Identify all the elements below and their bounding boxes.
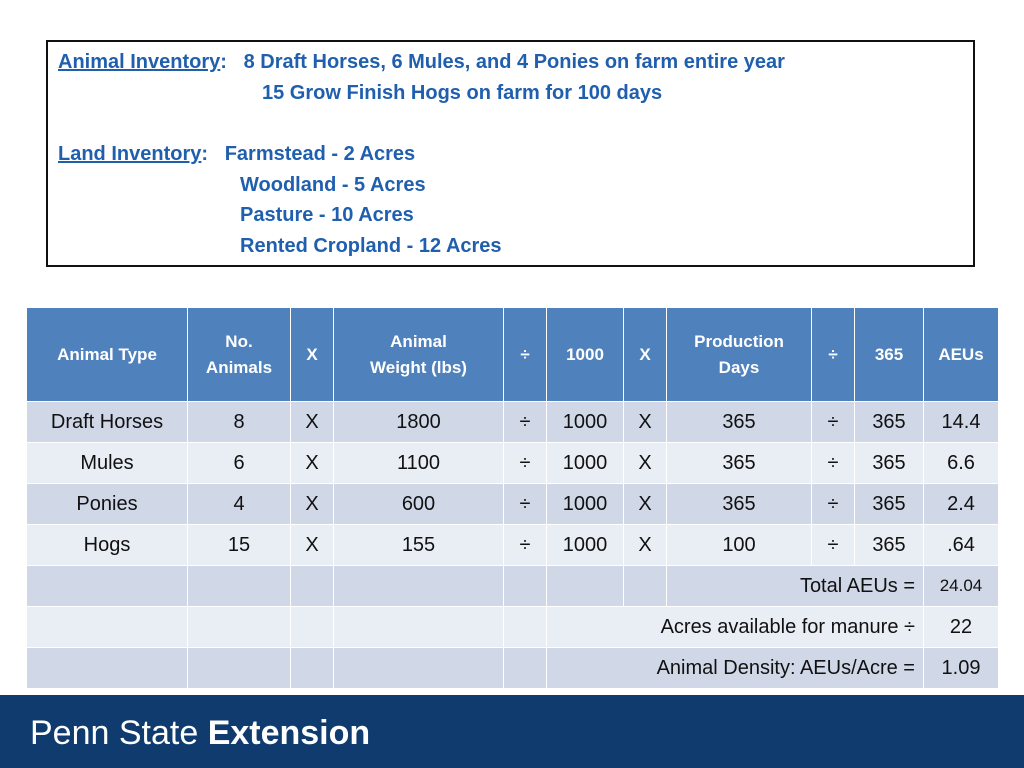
cell-weight: 1800 [334,402,504,443]
cell-thousand: 1000 [547,525,624,566]
empty-cell [504,607,547,648]
cell-multiply: X [624,402,667,443]
animal-inventory-label: Animal Inventory [58,51,221,73]
empty-cell [334,648,504,689]
header-animal-type: Animal Type [27,308,188,402]
cell-multiply: X [624,443,667,484]
cell-weight: 155 [334,525,504,566]
empty-cell [291,566,334,607]
cell-divide: ÷ [504,402,547,443]
cell-multiply: X [624,525,667,566]
cell-year: 365 [855,525,924,566]
total-aeus-value: 24.04 [924,566,999,607]
header-weight-line2: Weight (lbs) [370,357,467,377]
cell-divide: ÷ [504,525,547,566]
penn-state-extension-logo [30,713,370,753]
total-row [27,566,999,607]
cell-year: 365 [855,484,924,525]
cell-animal-type: Mules [27,443,188,484]
acres-row [27,607,999,648]
acres-available-label: Acres available for manure ÷ [547,607,924,648]
aeu-table [26,307,999,689]
cell-weight: 1100 [334,443,504,484]
animal-density-label: Animal Density: AEUs/Acre = [547,648,924,689]
land-inventory-colon: : [201,143,209,165]
table-row [27,402,999,443]
cell-thousand: 1000 [547,402,624,443]
empty-cell [624,566,667,607]
cell-count: 8 [188,402,291,443]
cell-divide: ÷ [504,484,547,525]
cell-divide: ÷ [504,443,547,484]
table-row [27,443,999,484]
cell-days: 365 [667,402,812,443]
empty-cell [504,566,547,607]
animal-inventory-text-1: 8 Draft Horses, 6 Mules, and 4 Ponies on farm entire year [243,51,785,73]
table-row [27,484,999,525]
total-aeus-label: Total AEUs = [667,566,924,607]
animal-inventory-line-2: 15 Grow Finish Hogs on farm for 100 days [262,82,663,104]
header-divide-1: ÷ [504,308,547,402]
header-multiply-2: X [624,308,667,402]
cell-divide: ÷ [812,402,855,443]
header-multiply-1: X [291,308,334,402]
cell-animal-type: Ponies [27,484,188,525]
cell-aeu: .64 [924,525,999,566]
land-item-farmstead: Farmstead - 2 Acres [224,143,416,165]
empty-cell [291,648,334,689]
empty-cell [334,607,504,648]
header-prod-line1: Production [694,331,784,351]
cell-count: 15 [188,525,291,566]
land-inventory-line-1 [58,142,415,166]
header-no-animals-line2: Animals [205,357,273,377]
empty-cell [27,607,188,648]
cell-multiply: X [291,402,334,443]
empty-cell [291,607,334,648]
empty-cell [547,566,624,607]
brand-extension: Extension [207,714,371,752]
empty-cell [27,648,188,689]
cell-aeu: 6.6 [924,443,999,484]
empty-cell [188,607,291,648]
empty-cell [188,566,291,607]
cell-divide: ÷ [812,484,855,525]
cell-aeu: 14.4 [924,402,999,443]
header-no-animals-line1: No. [225,331,253,351]
cell-multiply: X [624,484,667,525]
header-no-animals [188,308,291,402]
table-header-row [27,308,999,402]
empty-cell [334,566,504,607]
animal-inventory-colon: : [220,51,227,73]
cell-multiply: X [291,443,334,484]
cell-divide: ÷ [812,443,855,484]
empty-cell [504,648,547,689]
header-aeus: AEUs [924,308,999,402]
header-production-days [667,308,812,402]
header-prod-line2: Days [718,357,760,377]
footer-bar [0,695,1024,768]
brand-penn-state: Penn State [30,714,208,752]
animal-inventory-line-1 [58,50,785,74]
cell-aeu: 2.4 [924,484,999,525]
cell-count: 6 [188,443,291,484]
cell-days: 365 [667,443,812,484]
cell-animal-type: Draft Horses [27,402,188,443]
empty-cell [27,566,188,607]
animal-density-value: 1.09 [924,648,999,689]
header-divide-2: ÷ [812,308,855,402]
cell-thousand: 1000 [547,484,624,525]
land-item-pasture: Pasture - 10 Acres [240,204,414,226]
cell-days: 100 [667,525,812,566]
land-item-woodland: Woodland - 5 Acres [240,174,426,196]
cell-divide: ÷ [812,525,855,566]
header-days-year: 365 [855,308,924,402]
empty-cell [188,648,291,689]
cell-days: 365 [667,484,812,525]
cell-animal-type: Hogs [27,525,188,566]
density-row [27,648,999,689]
cell-multiply: X [291,525,334,566]
cell-year: 365 [855,443,924,484]
table-row [27,525,999,566]
header-weight-line1: Animal [390,331,447,351]
cell-thousand: 1000 [547,443,624,484]
cell-year: 365 [855,402,924,443]
cell-count: 4 [188,484,291,525]
header-thousand: 1000 [547,308,624,402]
cell-weight: 600 [334,484,504,525]
inventory-box [46,40,975,267]
acres-available-value: 22 [924,607,999,648]
header-animal-weight [334,308,504,402]
cell-multiply: X [291,484,334,525]
land-inventory-label: Land Inventory [58,143,202,165]
land-item-cropland: Rented Cropland - 12 Acres [240,235,502,257]
